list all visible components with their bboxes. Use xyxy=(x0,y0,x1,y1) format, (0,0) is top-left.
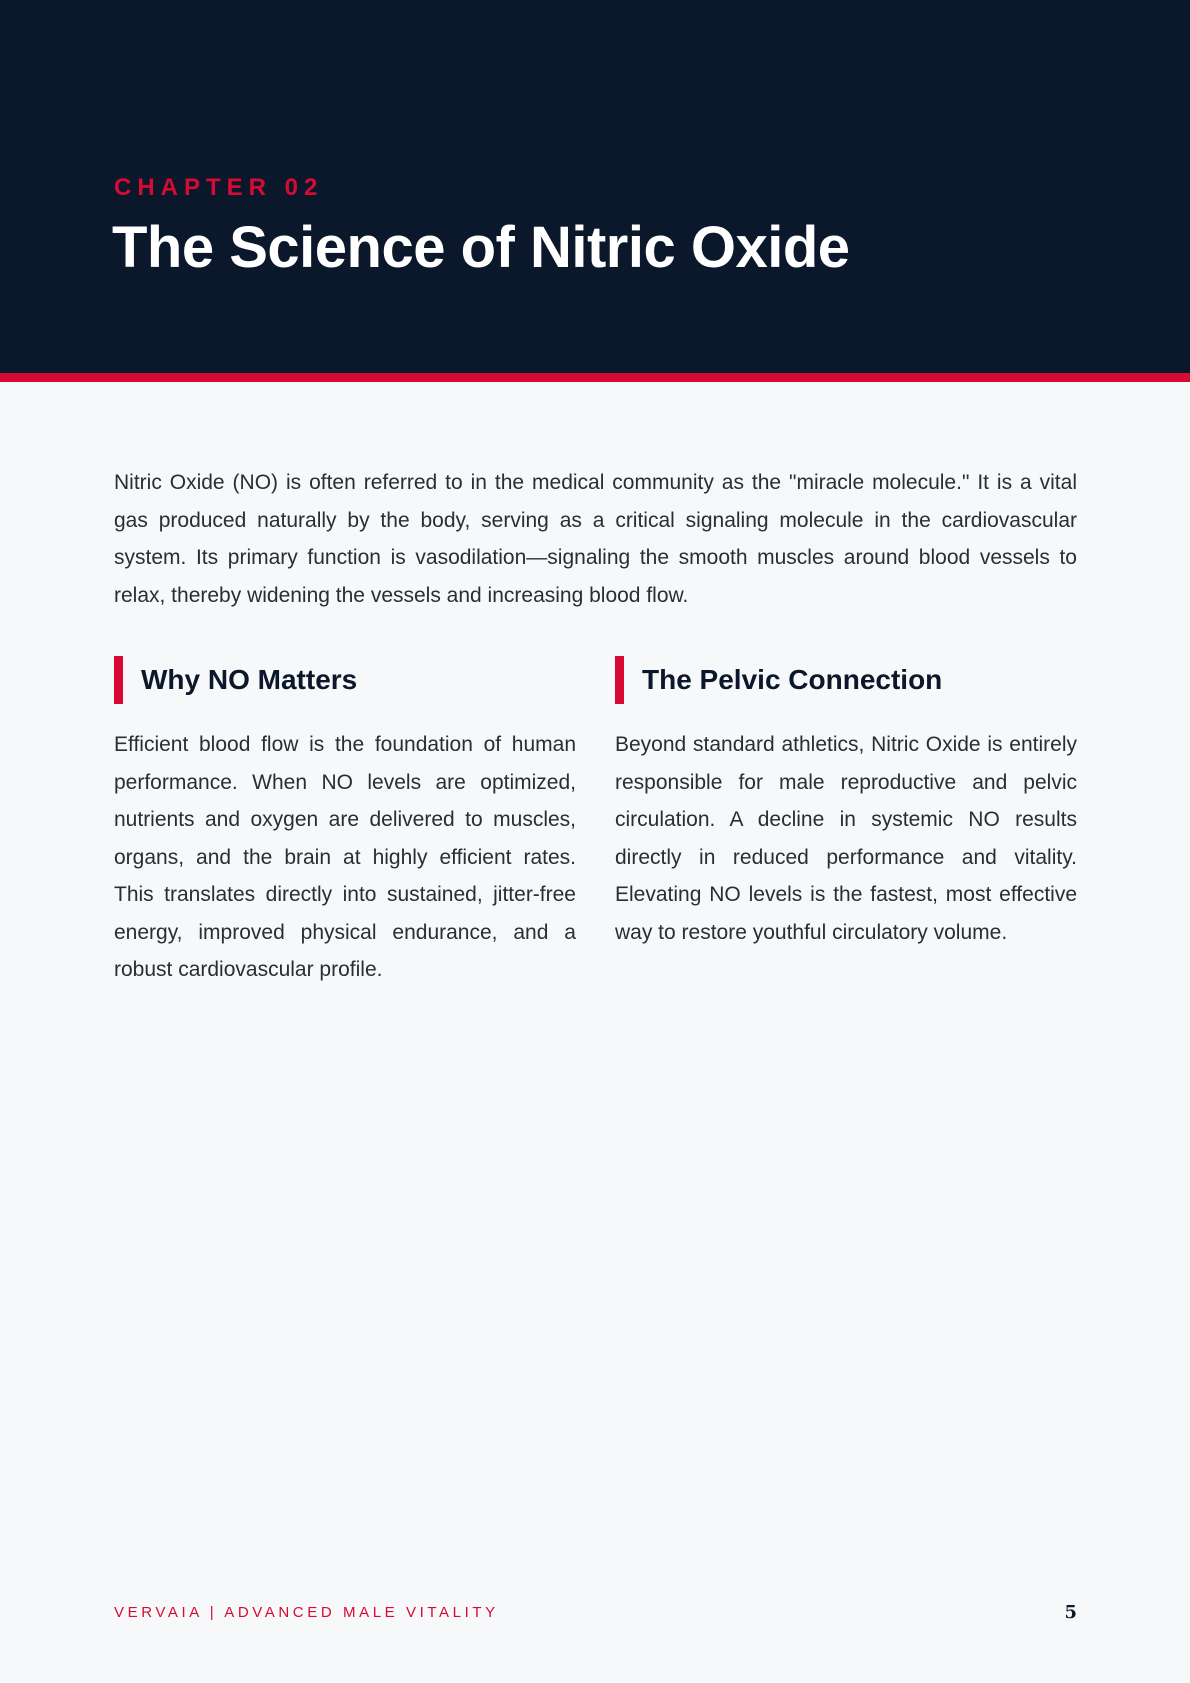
intro-paragraph: Nitric Oxide (NO) is often referred to in the medical community as the "miracle molecule." It is a vital gas produced naturally by the body, serving as a critical signaling molecule in the cardiovascular system. Its primary function is vasodilation—signaling the smooth muscles around blood vessels to relax, thereby widening the vessels and increasing blood flow. xyxy=(114,471,1077,607)
section-pelvic-connection xyxy=(615,656,1077,951)
section-why-no-matters xyxy=(114,656,576,989)
accent-bar xyxy=(615,656,624,704)
section-body: Efficient blood flow is the foundation of human performance. When NO levels are optimized, nutrients and oxygen are delivered to muscles, organs, and the brain at highly efficient rates. This translates directly into sustained, jitter-free energy, improved physical endurance, and a robust cardiovascular profile. xyxy=(114,733,576,981)
page-number: 5 xyxy=(1064,1602,1077,1623)
chapter-title: The Science of Nitric Oxide xyxy=(112,215,850,280)
section-heading-text: The Pelvic Connection xyxy=(642,664,943,695)
section-heading xyxy=(114,656,576,704)
section-heading xyxy=(615,656,1077,704)
chapter-header xyxy=(0,0,1190,382)
accent-bar xyxy=(114,656,123,704)
section-heading-text: Why NO Matters xyxy=(141,664,358,695)
section-body: Beyond standard athletics, Nitric Oxide is entirely responsible for male reproductive and pelvic circulation. A decline in systemic NO results directly in reduced performance and vitality. Elevating NO levels is the fastest, most effective way to restore youthful circulatory volume. xyxy=(615,733,1077,944)
chapter-label: CHAPTER 02 xyxy=(114,174,324,201)
footer-brand: VERVAIA | ADVANCED MALE VITALITY xyxy=(114,1604,499,1621)
